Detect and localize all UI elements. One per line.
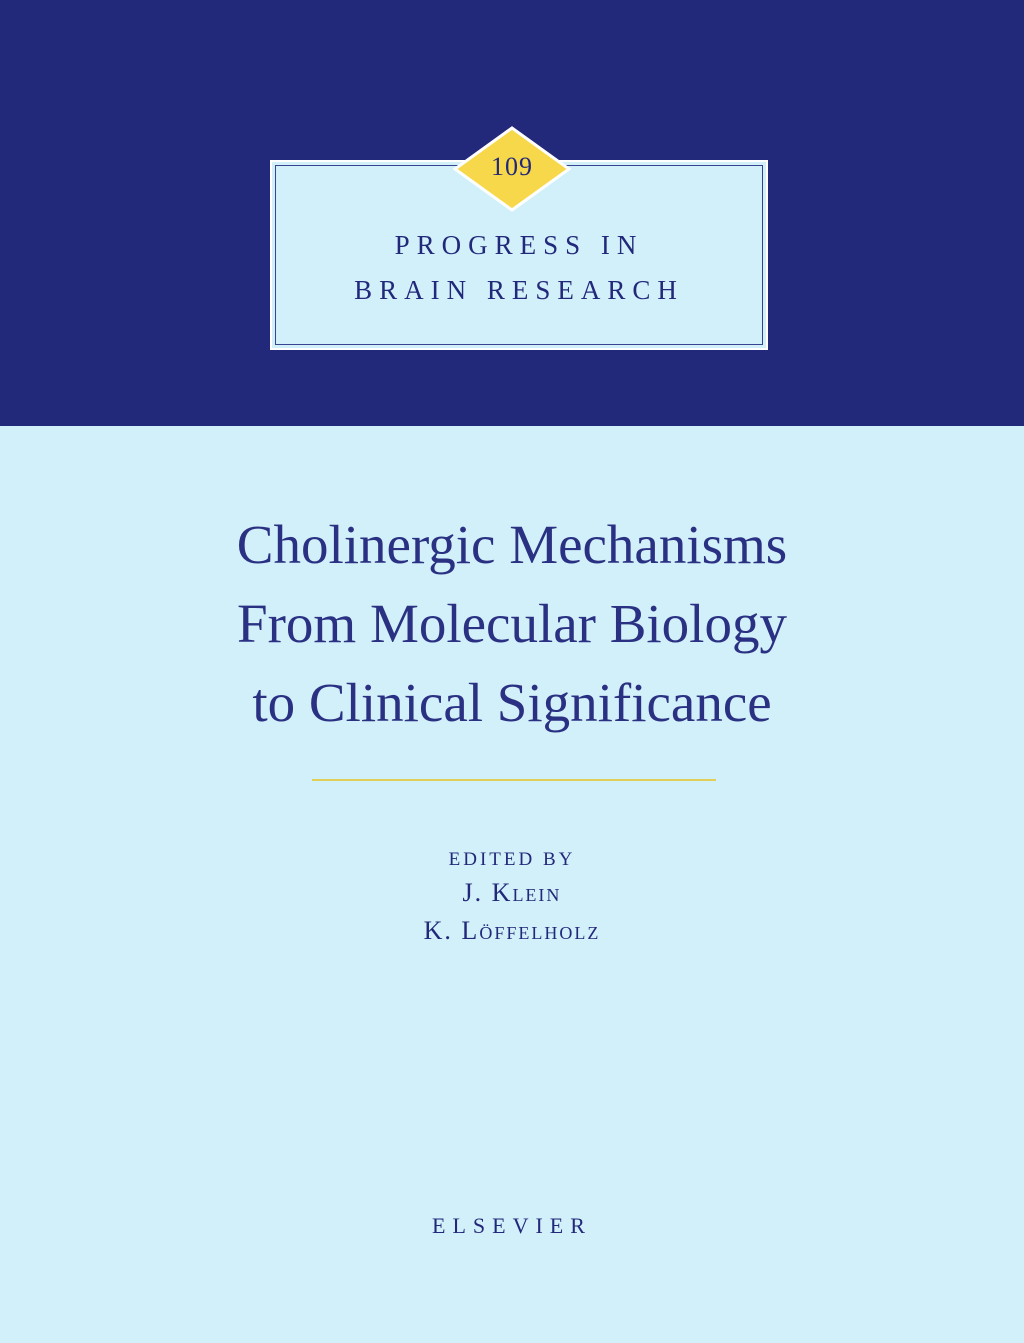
title-line-3: to Clinical Significance <box>252 672 772 733</box>
series-title-line-1: PROGRESS IN <box>394 230 644 260</box>
edited-by-label: EDITED BY <box>448 849 576 870</box>
series-title-line-2: BRAIN RESEARCH <box>354 275 684 305</box>
editor-name-1: J. Klein <box>462 878 562 907</box>
gold-divider <box>312 779 716 781</box>
book-title <box>60 505 964 742</box>
editor-name-2: K. Löffelholz <box>423 916 601 945</box>
publisher-name: ELSEVIER <box>432 1213 592 1238</box>
editors-block <box>312 846 712 950</box>
title-line-1: Cholinergic Mechanisms <box>236 514 788 575</box>
volume-number: 109 <box>491 152 533 181</box>
title-line-2: From Molecular Biology <box>237 593 787 654</box>
